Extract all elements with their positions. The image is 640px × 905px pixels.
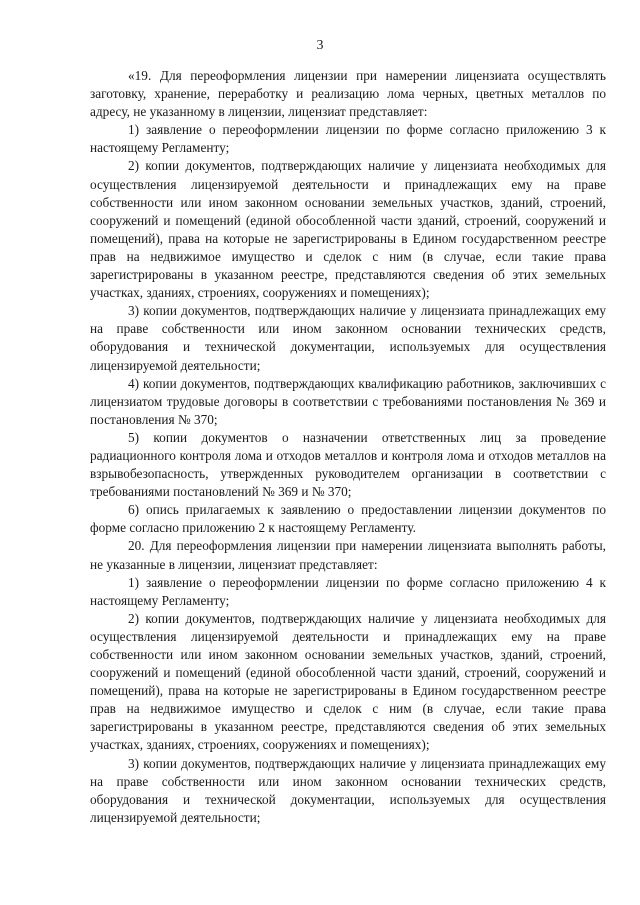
page-number: 3 [316, 38, 324, 53]
paragraph-19-item-1: 1) заявление о переоформлении лицензии по форме согласно приложению 3 к настоящему Регламенту; [90, 122, 606, 156]
paragraph-19-item-4: 4) копии документов, подтверждающих квалификацию работников, заключивших с лицензиатом трудовые договоры в соответствии с требованиями постановления № 369 и постановления № 370; [90, 375, 606, 427]
paragraph-19-item-5: 5) копии документов о назначении ответственных лиц за проведение радиационного контроля лома и отходов металлов и контроля лома и отходов металлов на взрывобезопасность, утвержденных руководителем организации в соответствии с требованиями постановлений № 369 и № 370; [90, 429, 606, 500]
paragraph-20-item-3: 3) копии документов, подтверждающих наличие у лицензиата принадлежащих ему на праве собственности или ином законном основании технических средств, оборудования и технической документации, используемых для осуществления лицензируемой деятельности; [90, 755, 606, 825]
paragraph-20-item-2: 2) копии документов, подтверждающих наличие у лицензиата необходимых для осуществления лицензируемой деятельности и принадлежащих ему на праве собственности или ином законном основании земельных участков, зданий, строений, сооружений и помещений (единой обособленной части зданий, строений, сооружений и помещений), права на которые не зарегистрированы в Едином государственном реестре прав на недвижимое имущество и сделок с ним (в случае, если такие права зарегистрированы в указанном реестре, представляются сведения об этих земельных участках, зданиях, строениях, сооружениях и помещениях); [90, 610, 606, 753]
paragraph-19-intro: «19. Для переоформления лицензии при намерении лицензиата осуществлять заготовку, хранение, переработку и реализацию лома черных, цветных металлов по адресу, не указанному в лицензии, лицензиат представляет: [90, 68, 606, 120]
paragraph-19-item-6: 6) опись прилагаемых к заявлению о предоставлении лицензии документов по форме согласно приложению 2 к настоящему Регламенту. [90, 502, 606, 536]
paragraph-19-item-3: 3) копии документов, подтверждающих наличие у лицензиата принадлежащих ему на праве собственности или ином законном основании технических средств, оборудования и технической документации, используемых для осуществления лицензируемой деятельности; [90, 303, 606, 373]
document-body [90, 67, 606, 827]
paragraph-20-intro: 20. Для переоформления лицензии при намерении лицензиата выполнять работы, не указанные в лицензии, лицензиат представляет: [90, 538, 606, 572]
paragraph-20-item-1: 1) заявление о переоформлении лицензии по форме согласно приложению 4 к настоящему Регламенту; [90, 574, 606, 608]
paragraph-19-item-2: 2) копии документов, подтверждающих наличие у лицензиата необходимых для осуществления лицензируемой деятельности и принадлежащих ему на праве собственности или ином законном основании земельных участков, зданий, строений, сооружений и помещений (единой обособленной части зданий, строений, сооружений и помещений), права на которые не зарегистрированы в Едином государственном реестре прав на недвижимое имущество и сделок с ним (в случае, если такие права зарегистрированы в указанном реестре, представляются сведения об этих земельных участках, зданиях, строениях, сооружениях и помещениях); [90, 158, 606, 301]
